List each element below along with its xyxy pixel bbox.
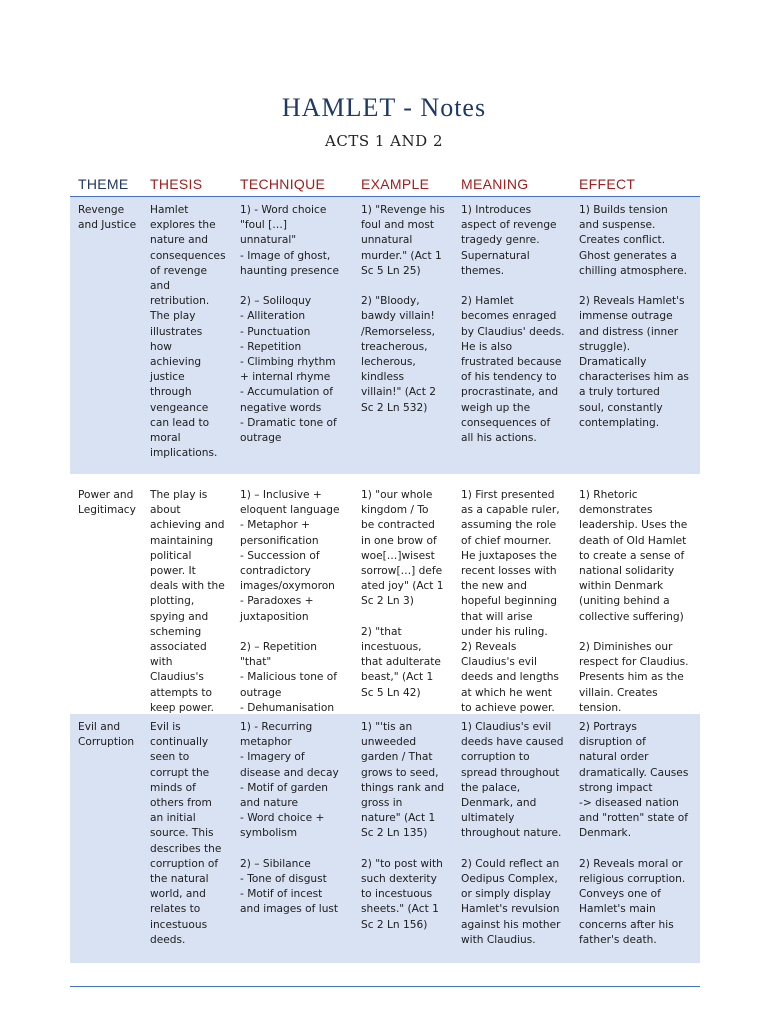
thesis-cell: Evil is continually seen to corrupt the minds of others from an initial source. This describes the corruption of the natural world, and relates to incestuous deeds.	[150, 721, 222, 946]
theme-cell: Revenge and Justice	[78, 204, 137, 232]
thesis-cell: The play is about achieving and maintaining political power. It deals with the plotting, spying and scheming associated with Claudius's attempts to keep power.	[150, 489, 225, 714]
table-header-row	[70, 172, 700, 197]
thesis-cell: Hamlet explores the nature and consequences of revenge and retribution. The play illustrates how achieving justice through vengeance can lead to moral implications.	[150, 204, 226, 460]
header-example: EXAMPLE	[361, 176, 430, 192]
example-cell: 1) "Revenge his foul and most unnatural murder." (Act 1 Sc 5 Ln 25) 2) "Bloody, bawdy villain! /Remorseless, treacherous, lecherous, kindless villain!" (Act 2 Sc 2 Ln 532)	[361, 204, 445, 414]
header-thesis: THESIS	[150, 176, 203, 192]
effect-cell: 1) Builds tension and suspense. Creates conflict. Ghost generates a chilling atmosphere. 2) Reveals Hamlet's immense outrage and distress (inner struggle). Dramatically characterises him as a truly tortured soul, constantly contemplating.	[579, 204, 689, 429]
effect-cell: 2) Portrays disruption of natural order dramatically. Causes strong impact -> diseased nation and "rotten" state of Denmark. 2) Reveals moral or religious corruption. Conveys one of Hamlet's main concerns after his father's death.	[579, 721, 689, 946]
header-meaning: MEANING	[461, 176, 529, 192]
bottom-divider	[70, 986, 700, 987]
table-row-revenge	[70, 197, 700, 474]
header-technique: TECHNIQUE	[240, 176, 326, 192]
document-title: HAMLET - Notes	[281, 93, 487, 122]
example-cell: 1) "'tis an unweeded garden / That grows to seed, things rank and gross in nature" (Act 1 Sc 2 Ln 135) 2) "to post with such dexterity to incestuous sheets." (Act 1 Sc 2 Ln 156)	[361, 721, 445, 931]
header-theme: THEME	[78, 176, 129, 192]
technique-cell: 1) – Inclusive + eloquent language - Metaphor + personification - Succession of contradictory images/oxymoron - Paradoxes + juxtaposition 2) – Repetition "that" - Malicious tone of outrage - Dehumanisation	[240, 489, 340, 714]
document-subtitle: ACTS 1 AND 2	[325, 132, 443, 150]
notes-table	[70, 172, 700, 963]
theme-cell: Power and Legitimacy	[78, 489, 136, 517]
header-effect: EFFECT	[579, 176, 636, 192]
meaning-cell: 1) Claudius's evil deeds have caused corruption to spread throughout the palace, Denmark, and ultimately throughout nature. 2) Could reflect an Oedipus Complex, or simply display Hamlet's revulsion against his mother with Claudius.	[461, 721, 564, 946]
technique-cell: 1) - Word choice "foul […] unnatural" - Image of ghost, haunting presence 2) – Soliloquy - Alliteration - Punctuation - Repetition - Climbing rhythm + internal rhyme - Accumulation of negative words - Dramatic tone of outrage	[240, 204, 339, 445]
effect-cell: 1) Rhetoric demonstrates leadership. Uses the death of Old Hamlet to create a sense of national solidarity within Denmark (uniting behind a collective suffering) 2) Diminishes our respect for Claudius. Presents him as the villain. Creates tension.	[579, 489, 689, 714]
theme-cell: Evil and Corruption	[78, 721, 135, 749]
meaning-cell: 1) Introduces aspect of revenge tragedy genre. Supernatural themes. 2) Hamlet becomes enraged by Claudius' deeds. He is also frustrated because of his tendency to procrastinate, and weigh up the consequences of all his actions.	[461, 204, 565, 445]
table-row-evil	[70, 714, 700, 963]
table-row-power	[70, 474, 700, 714]
meaning-cell: 1) First presented as a capable ruler, assuming the role of chief mourner. He juxtaposes the recent losses with the new and hopeful beginning that will arise under his ruling. 2) Reveals Claudius's evil deeds and lengths at which he went to achieve power.	[461, 489, 560, 714]
example-cell: 1) "our whole kingdom / To be contracted in one brow of woe[…]wisest sorrow[…] defe ated joy" (Act 1 Sc 2 Ln 3) 2) "that incestuous, that adulterate beast," (Act 1 Sc 5 Ln 42)	[361, 489, 444, 699]
technique-cell: 1) - Recurring metaphor - Imagery of disease and decay - Motif of garden and nature - Word choice + symbolism 2) – Sibilance - Tone of disgust - Motif of incest and images of lust	[240, 721, 339, 916]
